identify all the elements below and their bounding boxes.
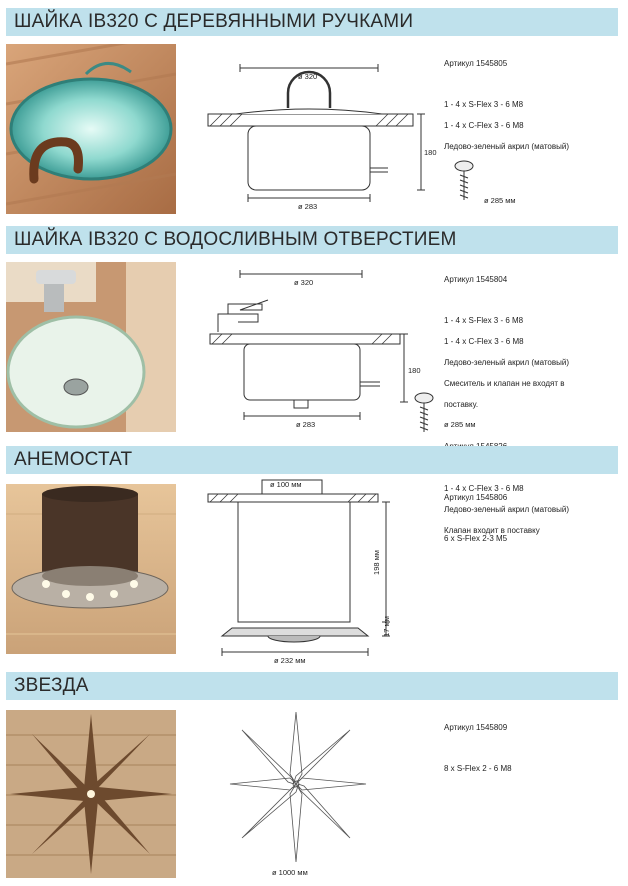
spec-line: 1 - 4 x C-Flex 3 - 6 M8: [444, 121, 524, 130]
technical-drawing-anemostat: [196, 476, 396, 671]
spec-line: Артикул 1545809: [444, 722, 508, 732]
dimension-height: 198 мм: [371, 550, 381, 575]
spec-line: Артикул 1545805: [444, 58, 508, 68]
spec-line: 8 x S-Flex 2 - 6 M8: [444, 764, 512, 773]
spec-block: [444, 712, 614, 785]
dimension-bottom: ø 283: [296, 420, 316, 429]
dimension-diameter: ø 1000 мм: [272, 868, 308, 877]
dimension-top: ø 320: [298, 72, 318, 81]
hole-diameter: ø 285 мм: [484, 196, 516, 205]
product-photo-bowl-wooden-handles: [6, 44, 176, 214]
spec-line: 1 - 4 x S-Flex 3 - 6 M8: [444, 100, 524, 109]
dimension-bottom: ø 232 мм: [274, 656, 306, 665]
technical-drawing-bowl: [196, 50, 436, 225]
dimension-height: 180: [424, 148, 437, 157]
product-photo-bowl-drain: [6, 262, 176, 432]
spec-block: [444, 482, 614, 555]
spec-line: 1 - 4 x C-Flex 3 - 6 M8: [444, 483, 524, 493]
technical-drawing-star: [196, 712, 386, 877]
product-photo-anemostat: [6, 484, 176, 654]
dimension-bottom: ø 283: [298, 202, 318, 211]
spec-line: Артикул 1545806: [444, 492, 508, 502]
spec-line: 6 x S-Flex 2-3 M5: [444, 534, 508, 543]
dimension-flange: 17 мм: [381, 616, 391, 637]
section-title: ШАЙКА IB320 С ВОДОСЛИВНЫМ ОТВЕРСТИЕМ: [6, 226, 618, 254]
technical-drawing-bowl-drain: [196, 270, 436, 445]
screw-icon: [412, 392, 436, 438]
spec-line: Смеситель и клапан не входят в: [444, 379, 565, 388]
spec-block: [444, 48, 614, 163]
section-title: ШАЙКА IB320 С ДЕРЕВЯННЫМИ РУЧКАМИ: [6, 8, 618, 36]
spec-line: Ледово-зеленый акрил (матовый): [444, 142, 570, 151]
spec-line: Ледово-зеленый акрил (матовый): [444, 504, 570, 514]
spec-line: поставку.: [444, 400, 479, 409]
spec-line: 1 - 4 x S-Flex 3 - 6 M8: [444, 316, 524, 325]
screw-icon: [452, 160, 476, 206]
hole-diameter: ø 285 мм: [444, 420, 476, 429]
dimension-top: ø 100 мм: [270, 480, 302, 489]
spec-line: Клапан входит в поставку: [444, 525, 540, 535]
spec-line: Артикул 1545804: [444, 274, 508, 284]
section-title: ЗВЕЗДА: [6, 672, 618, 700]
product-photo-star: [6, 710, 176, 878]
dimension-height: 180: [408, 366, 421, 375]
section-title: АНЕМОСТАТ: [6, 446, 618, 474]
spec-line: 1 - 4 x C-Flex 3 - 6 M8: [444, 337, 524, 346]
dimension-top: ø 320: [294, 278, 314, 287]
spec-line: Ледово-зеленый акрил (матовый): [444, 358, 570, 367]
